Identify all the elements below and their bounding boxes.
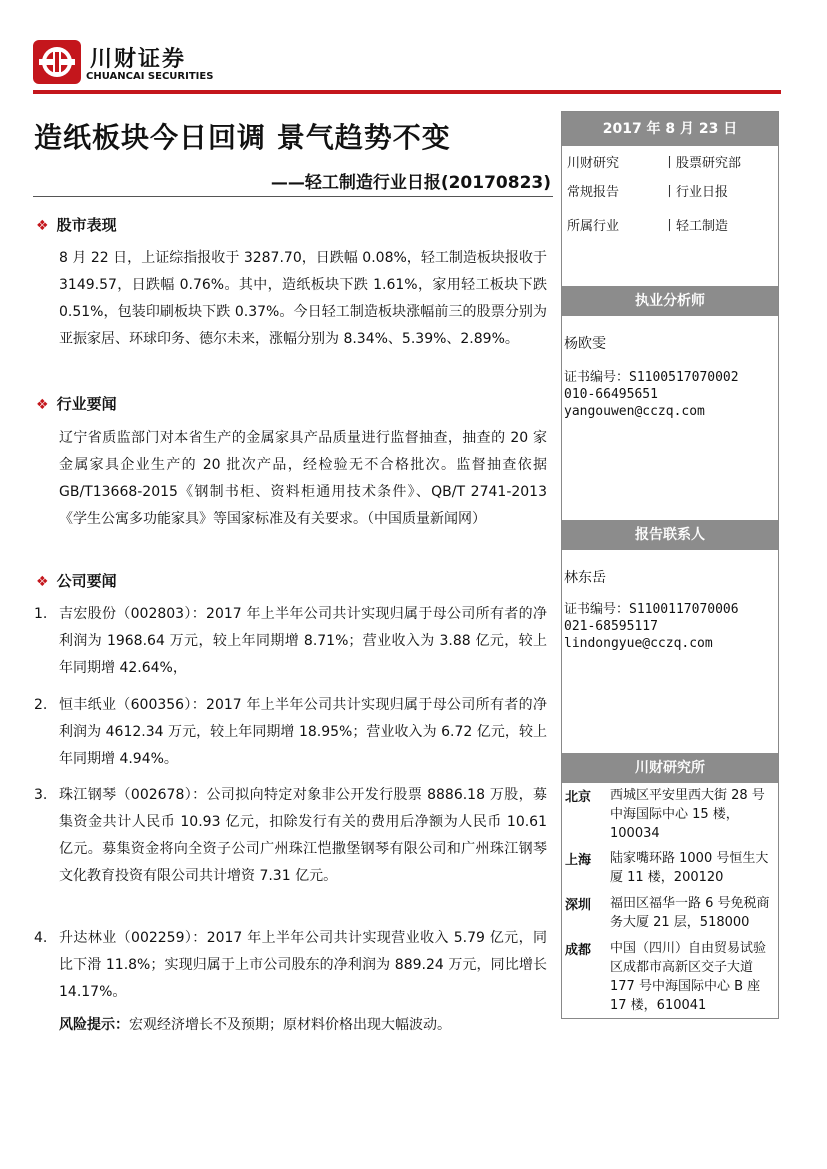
info-value: 丨股票研究部 <box>663 156 742 171</box>
item-number: 4. <box>34 930 48 946</box>
company-news-item <box>34 692 547 773</box>
brand-name-en: CHUANCAI SECURITIES <box>86 71 214 82</box>
contact-name: 林东岳 <box>564 570 606 586</box>
company-news-item <box>34 925 547 1006</box>
company-news-item <box>34 601 547 682</box>
office-address: 中国（四川）自由贸易试验区成都市高新区交子大道 177 号中海国际中心 B 座 17 楼，610041 <box>610 941 767 1013</box>
info-row <box>567 152 741 171</box>
info-key: 常规报告 <box>567 185 620 200</box>
industry-paragraph: 辽宁省质监部门对本省生产的金属家具产品质量进行监督抽查，抽查的 20 家金属家具企业生产的 20 批次产品，经检验无不合格批次。监督抽查依据 GB/T13668-2015《钢制书柜、资料柜通用技术条件》、QB/T 2741-2013《学生公寓多功能家具》等国家标准及有关要求。（中国质量新闻网） <box>59 430 547 527</box>
item-text: 恒丰纸业（600356）：2017 年上半年公司共计实现归属于母公司所有者的净利润为 4612.34 万元，较上年同期增 18.95%；营业收入为 6.72 亿元，较上年同期增 4.94%。 <box>59 697 547 767</box>
market-paragraph: 8 月 22 日，上证综指报收于 3287.70，日跌幅 0.08%，轻工制造板块报收于 3149.57，日跌幅 0.76%。其中，造纸板块下跌 1.61%，家用轻工板块下跌 0.51%，包装印刷板块下跌 0.37%。今日轻工制造板块涨幅前三的股票分别为亚振家居、环球印务、德尔未来，涨幅分别为 8.34%、5.39%、2.89%。 <box>59 250 547 347</box>
office-city: 北京 <box>565 790 592 805</box>
office-city: 成都 <box>565 943 592 958</box>
item-number: 1. <box>34 606 48 622</box>
contact-phone: 021-68595117 <box>564 619 658 634</box>
item-text: 珠江钢琴（002678）：公司拟向特定对象非公开发行股票 8886.18 万股，募集资金共计人民币 10.93 亿元，扣除发行有关的费用后净额为人民币 10.61 亿元。募集资金将向全资子公司广州珠江恺撒堡钢琴有限公司和广州珠江钢琴文化教育投资有限公司共计增资 7.31 亿元。 <box>59 787 547 884</box>
contact-email[interactable]: lindongyue@cczq.com <box>564 636 713 651</box>
analyst-email[interactable]: yangouwen@cczq.com <box>564 404 705 419</box>
office-address: 陆家嘴环路 1000 号恒生大厦 11 楼，200120 <box>610 851 769 885</box>
risk-text: 宏观经济增长不及预期；原材料价格出现大幅波动。 <box>129 1017 451 1033</box>
info-key: 所属行业 <box>567 219 620 234</box>
section-heading-company: ❖ 公司要闻 <box>36 572 117 590</box>
contact-cert: 证书编号：S1100117070006 <box>564 602 739 617</box>
section-heading-industry: ❖ 行业要闻 <box>36 395 117 413</box>
header-divider <box>33 90 781 94</box>
company-news-item <box>34 782 547 890</box>
analyst-cert: 证书编号：S1100517070002 <box>564 370 739 385</box>
report-subtitle: ——轻工制造行业日报(20170823) <box>270 173 551 193</box>
item-text: 吉宏股份（002803）：2017 年上半年公司共计实现归属于母公司所有者的净利润为 1968.64 万元，较上年同期增 8.71%；营业收入为 3.88 亿元，较上年同期增 42.64%， <box>59 606 547 676</box>
analyst-name: 杨欧雯 <box>564 336 606 352</box>
diamond-bullet-icon: ❖ <box>36 218 49 234</box>
diamond-bullet-icon: ❖ <box>36 574 49 590</box>
info-value: 丨行业日报 <box>663 185 729 200</box>
risk-warning <box>59 1014 451 1034</box>
info-row <box>567 181 728 200</box>
analyst-phone: 010-66495651 <box>564 387 658 402</box>
item-number: 2. <box>34 697 48 713</box>
item-number: 3. <box>34 787 48 803</box>
info-row <box>567 215 728 234</box>
office-city: 上海 <box>565 853 592 868</box>
analyst-heading: 执业分析师 <box>562 286 778 316</box>
contact-heading: 报告联系人 <box>562 520 778 550</box>
diamond-bullet-icon: ❖ <box>36 397 49 413</box>
chuancai-logo-icon <box>33 40 81 84</box>
item-text: 升达林业（002259）：2017 年上半年公司共计实现营业收入 5.79 亿元，同比下滑 11.8%；实现归属于上市公司股东的净利润为 889.24 万元，同比增长 14.17%。 <box>59 930 547 1000</box>
risk-label: 风险提示： <box>59 1017 129 1033</box>
office-address: 福田区福华一路 6 号免税商务大厦 21 层，518000 <box>610 896 770 930</box>
office-address: 西城区平安里西大街 28 号中海国际中心 15 楼，100034 <box>610 788 765 841</box>
title-divider <box>33 196 553 197</box>
report-title: 造纸板块今日回调 景气趋势不变 <box>34 121 451 154</box>
brand-name-cn: 川财证券 <box>90 47 187 72</box>
report-date: 2017 年 8 月 23 日 <box>562 112 778 146</box>
section-heading-market: ❖ 股市表现 <box>36 216 117 234</box>
sidebar <box>561 111 779 1019</box>
info-value: 丨轻工制造 <box>663 219 729 234</box>
institute-heading: 川财研究所 <box>562 753 778 783</box>
office-city: 深圳 <box>565 898 592 913</box>
info-key: 川财研究 <box>567 156 620 171</box>
